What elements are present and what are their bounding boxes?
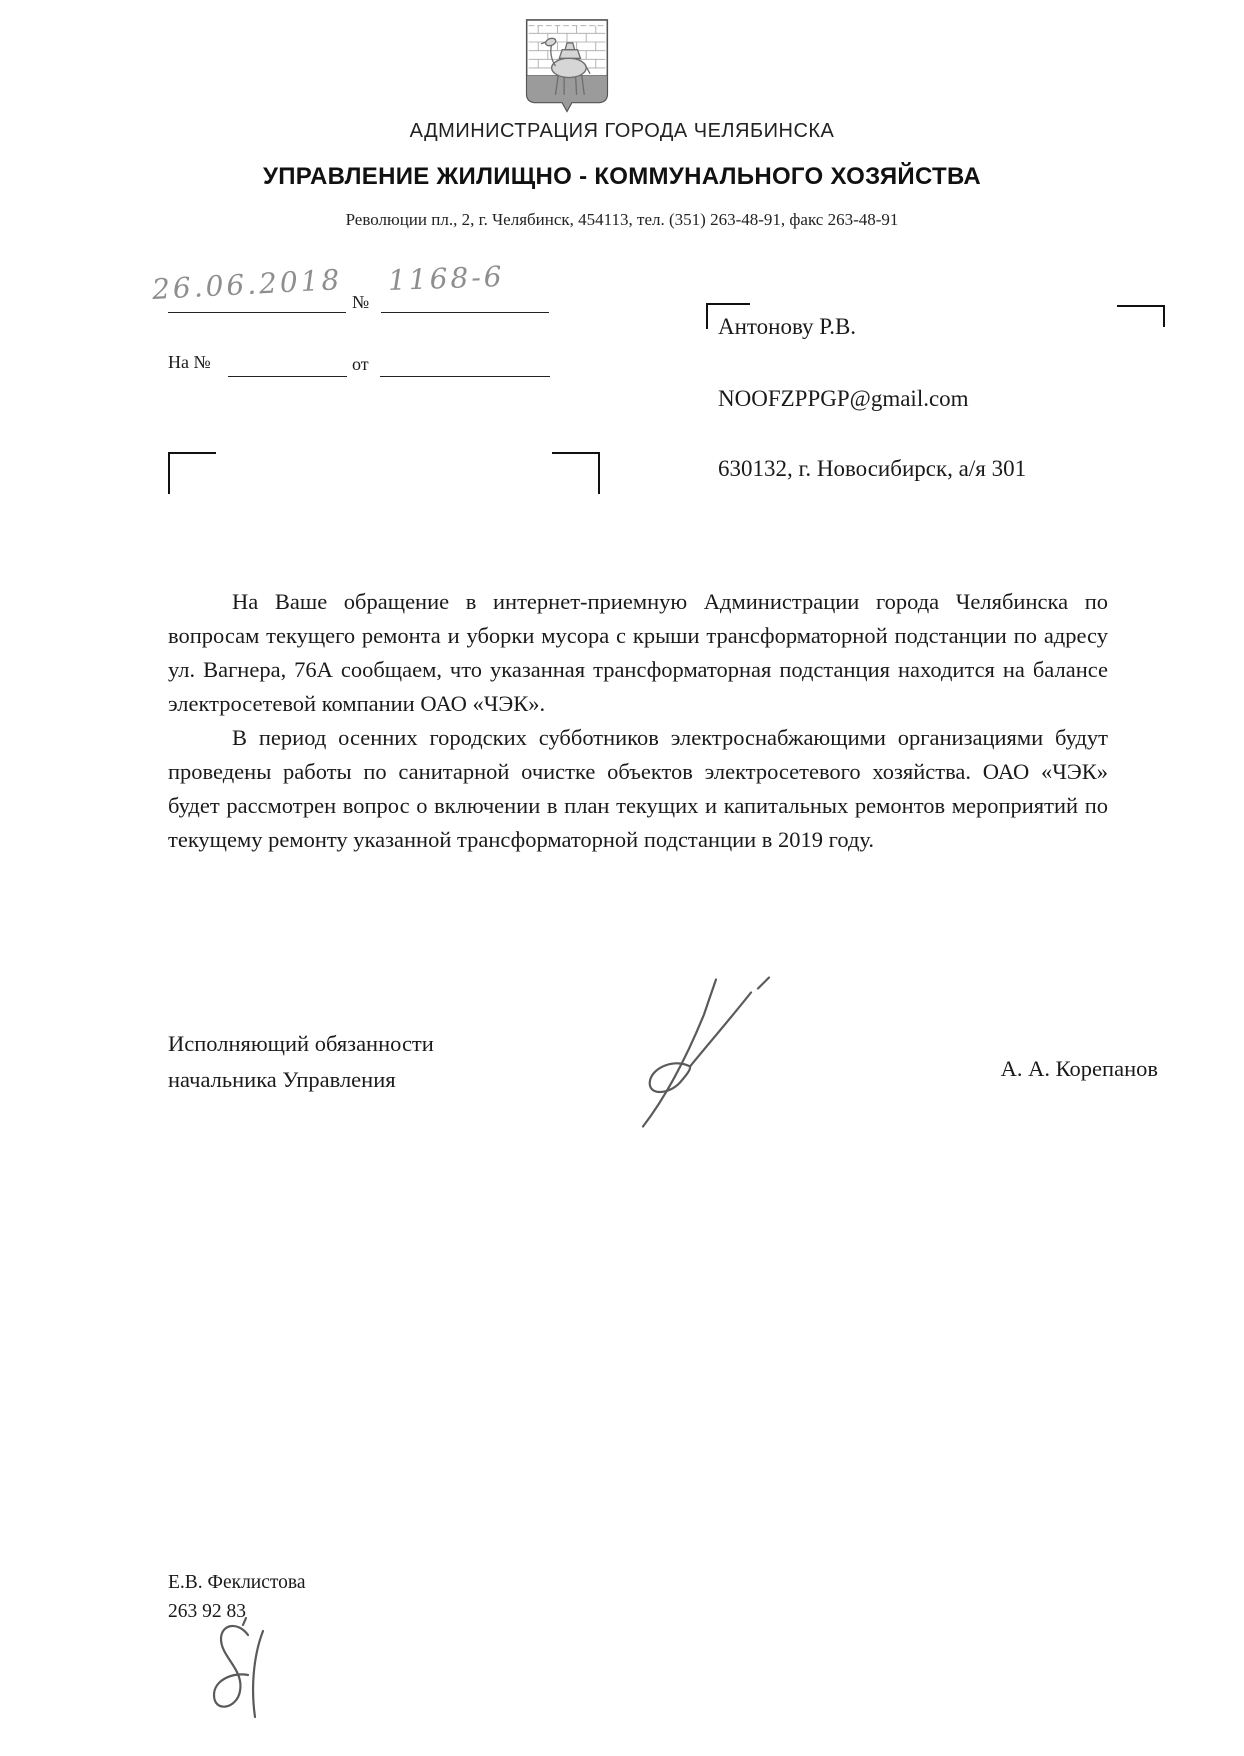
reply-number-label: На № [168,352,211,372]
org-parent-title: АДМИНИСТРАЦИЯ ГОРОДА ЧЕЛЯБИНСКА [409,120,835,142]
executor-initials-scribble [196,1614,306,1736]
signer-name: А. А. Корепанов [1000,1056,1158,1081]
address-corner-mark-left [168,452,216,494]
signer-title [168,1026,434,1098]
executor-name: Е.В. Феклистова [168,1572,306,1593]
reply-from-label: от [352,354,369,374]
signer-title-line1: Исполняющий обязанности [168,1031,434,1056]
body-paragraph-1: На Ваше обращение в интернет-приемную Администрации города Челябинска по вопросам текущего ремонта и уборки мусора с крыши трансформаторной подстанции по адресу ул. Вагнера, 76А сообщаем, что указанная трансформаторная подстанция находится на балансе электросетевой компании ОАО «ЧЭК». [168,589,1108,716]
coat-of-arms-emblem [521,18,613,114]
number-underline [381,312,549,313]
executor-phone: 263 92 83 [168,1601,246,1622]
number-sign-label: № [352,292,370,312]
signer-title-line2: начальника Управления [168,1067,396,1092]
org-name-title: УПРАВЛЕНИЕ ЖИЛИЩНО - КОММУНАЛЬНОГО ХОЗЯЙСТВА [262,163,982,190]
recipient-email: NOOFZPPGP@gmail.com [718,386,969,411]
org-address-line: Революции пл., 2, г. Челябинск, 454113, тел. (351) 263-48-91, факс 263-48-91 [345,210,899,229]
signature-scribble [628,972,828,1137]
body-paragraph-2: В период осенних городских субботников электроснабжающими организациями будут проведены работы по санитарной очистке объектов электросетевого хозяйства. ОАО «ЧЭК» будет рассмотрен вопрос о включении в план текущих и капитальных ремонтов мероприятий по текущему ремонту указанной трансформаторной подстанции в 2019 году. [168,725,1108,852]
date-underline [168,312,346,313]
reply-number-underline [228,376,347,377]
recipient-name: Антонову Р.В. [718,314,857,339]
letter-body [168,585,1108,857]
recipient-corner-mark-right [1117,305,1165,327]
emblem-ground [527,76,608,112]
handwritten-outgoing-number: 1168-6 [387,259,506,298]
reply-from-underline [380,376,550,377]
address-corner-mark-right [552,452,600,494]
recipient-postal-address: 630132, г. Новосибирск, а/я 301 [718,456,1027,481]
handwritten-date: 26.06.2018 [151,263,344,306]
